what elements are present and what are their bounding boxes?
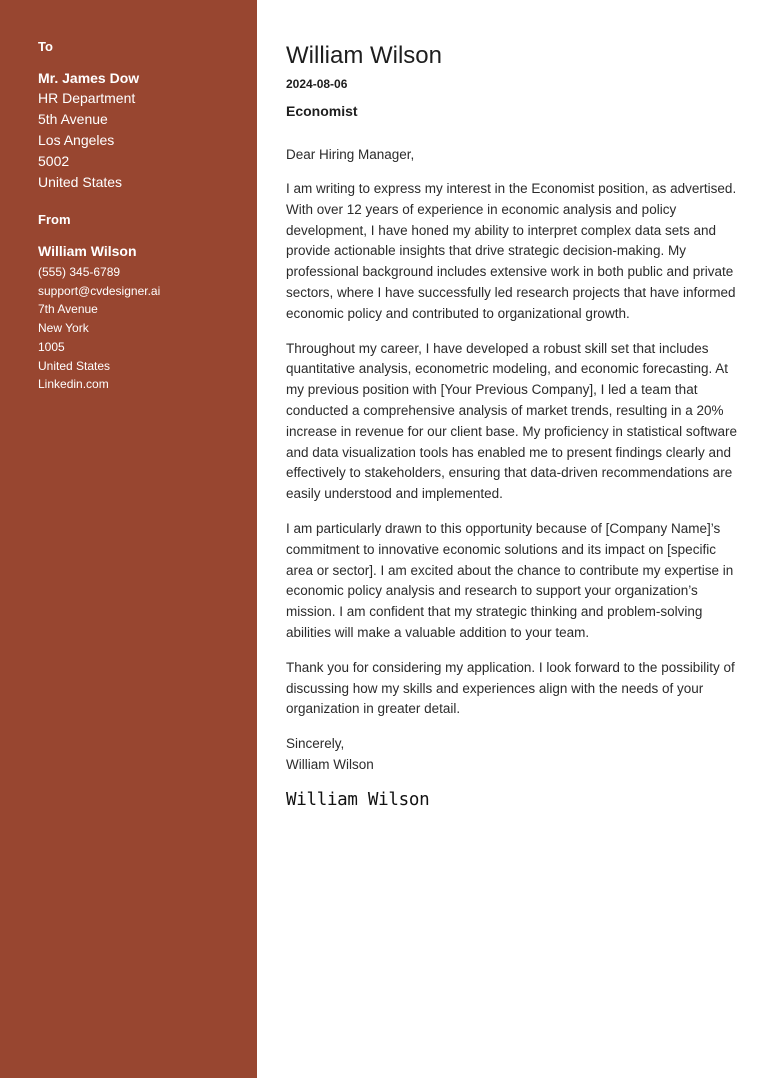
recipient-heading: To <box>38 39 53 54</box>
closing-phrase: Sincerely, <box>286 736 345 752</box>
paragraph-experience: Throughout my career, I have developed a robust skill set that includes quantitative analysis, econometric modeling, and economic forecasting. At my previous position with [Your Previous Company], I led a team that conducted a comprehensive analysis of market trends, resulting in a 20% increase in revenue for our client base. My proficiency in statistical software and data visualization tools has enabled me to present findings clearly and effectively to stakeholders, ensuring that data-driven recommendations are easily understood and implemented. <box>286 340 737 502</box>
recipient-country: United States <box>38 174 123 190</box>
recipient-city: Los Angeles <box>38 132 115 148</box>
paragraph-intro: I am writing to express my interest in the Economist position, as advertised. With over 12 years of experience in economic analysis and policy development, I have honed my ability to interpret complex data sets and provide actionable insights that drive strategic decision-making. My professional background includes extensive work in both public and private sectors, where I have successfully led research projects that have informed economic policy and contributed to organizational growth. <box>286 181 737 321</box>
sender-linkedin: Linkedin.com <box>38 377 109 392</box>
sender-heading: From <box>38 212 71 227</box>
letter-date: 2024-08-06 <box>286 77 348 91</box>
letter-title-name: William Wilson <box>286 42 442 69</box>
recipient-street: 5th Avenue <box>38 111 108 127</box>
sender-block <box>38 212 249 394</box>
paragraph-thanks: Thank you for considering my application. I look forward to the possibility of discussing how my skills and experiences align with the needs of your organization in greater detail. <box>286 659 735 717</box>
sender-phone: (555) 345-6789 <box>38 265 121 279</box>
sender-city: New York <box>38 321 89 336</box>
sender-postal-code: 1005 <box>38 339 65 354</box>
paragraph-motivation: I am particularly drawn to this opportunity because of [Company Name]’s commitment to innovative economic solutions and its impact on [specific area or sector]. I am excited about the chance to contribute my expertise in economic policy analysis and research to support your organization’s mission. I am confident that my strategic thinking and problem-solving abilities will make a valuable addition to your team. <box>286 520 734 640</box>
sender-street: 7th Avenue <box>38 302 98 317</box>
recipient-name: Mr. James Dow <box>38 70 140 86</box>
recipient-postal-code: 5002 <box>38 153 70 169</box>
closing <box>286 734 738 776</box>
sender-name: William Wilson <box>38 243 137 259</box>
sender-email: support@cvdesigner.ai <box>38 283 161 298</box>
salutation: Dear Hiring Manager, <box>286 147 415 162</box>
letter-body <box>286 41 738 812</box>
signature: William Wilson <box>286 789 430 810</box>
job-title: Economist <box>286 103 358 119</box>
closing-name: William Wilson <box>286 756 374 772</box>
sender-country: United States <box>38 358 111 373</box>
recipient-block <box>38 39 249 193</box>
sidebar <box>0 0 257 1078</box>
recipient-department: HR Department <box>38 90 136 106</box>
